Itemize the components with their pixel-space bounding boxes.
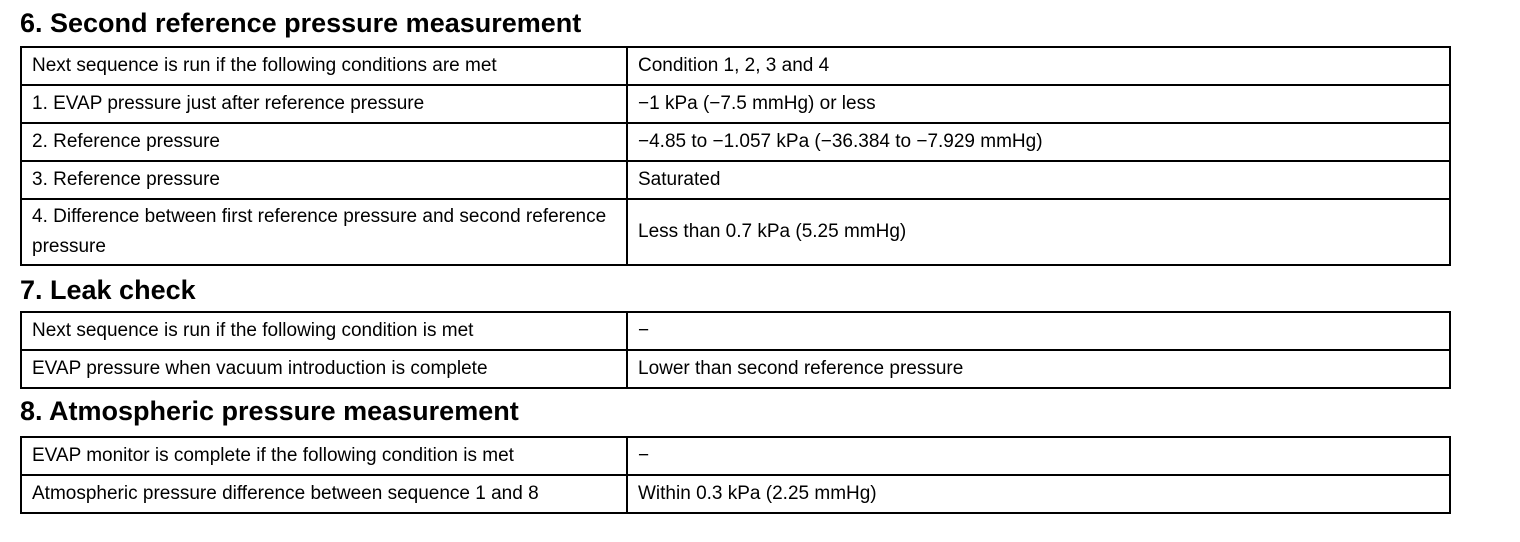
table-row [21,437,1450,475]
condition-value: − [627,312,1450,350]
condition-label: Atmospheric pressure difference between sequence 1 and 8 [21,475,627,513]
table-atmospheric-pressure [20,436,1451,514]
table-row [21,312,1450,350]
condition-label: Next sequence is run if the following condition is met [21,312,627,350]
condition-value: Less than 0.7 kPa (5.25 mmHg) [627,199,1450,265]
condition-label: 3. Reference pressure [21,161,627,199]
section-title-leak-check: 7. Leak check [20,275,196,305]
condition-label: 4. Difference between first reference pressure and second reference pressure [21,199,627,265]
table-second-reference-pressure [20,46,1451,266]
condition-label: 2. Reference pressure [21,123,627,161]
condition-value: − [627,437,1450,475]
section-title-second-reference-pressure: 6. Second reference pressure measurement [20,8,582,38]
condition-value: −1 kPa (−7.5 mmHg) or less [627,85,1450,123]
condition-label: EVAP pressure when vacuum introduction is complete [21,350,627,388]
condition-label: EVAP monitor is complete if the following condition is met [21,437,627,475]
table-row [21,123,1450,161]
table-row [21,350,1450,388]
table-row [21,85,1450,123]
table-row [21,47,1450,85]
condition-label: 1. EVAP pressure just after reference pressure [21,85,627,123]
table-row [21,199,1450,265]
condition-value: Saturated [627,161,1450,199]
section-title-atmospheric-pressure: 8. Atmospheric pressure measurement [20,396,519,426]
document [20,0,1451,514]
table-row [21,161,1450,199]
condition-value: Lower than second reference pressure [627,350,1450,388]
condition-value: Condition 1, 2, 3 and 4 [627,47,1450,85]
table-row [21,475,1450,513]
condition-value: Within 0.3 kPa (2.25 mmHg) [627,475,1450,513]
table-leak-check [20,311,1451,389]
condition-value: −4.85 to −1.057 kPa (−36.384 to −7.929 mmHg) [627,123,1450,161]
condition-label: Next sequence is run if the following conditions are met [21,47,627,85]
